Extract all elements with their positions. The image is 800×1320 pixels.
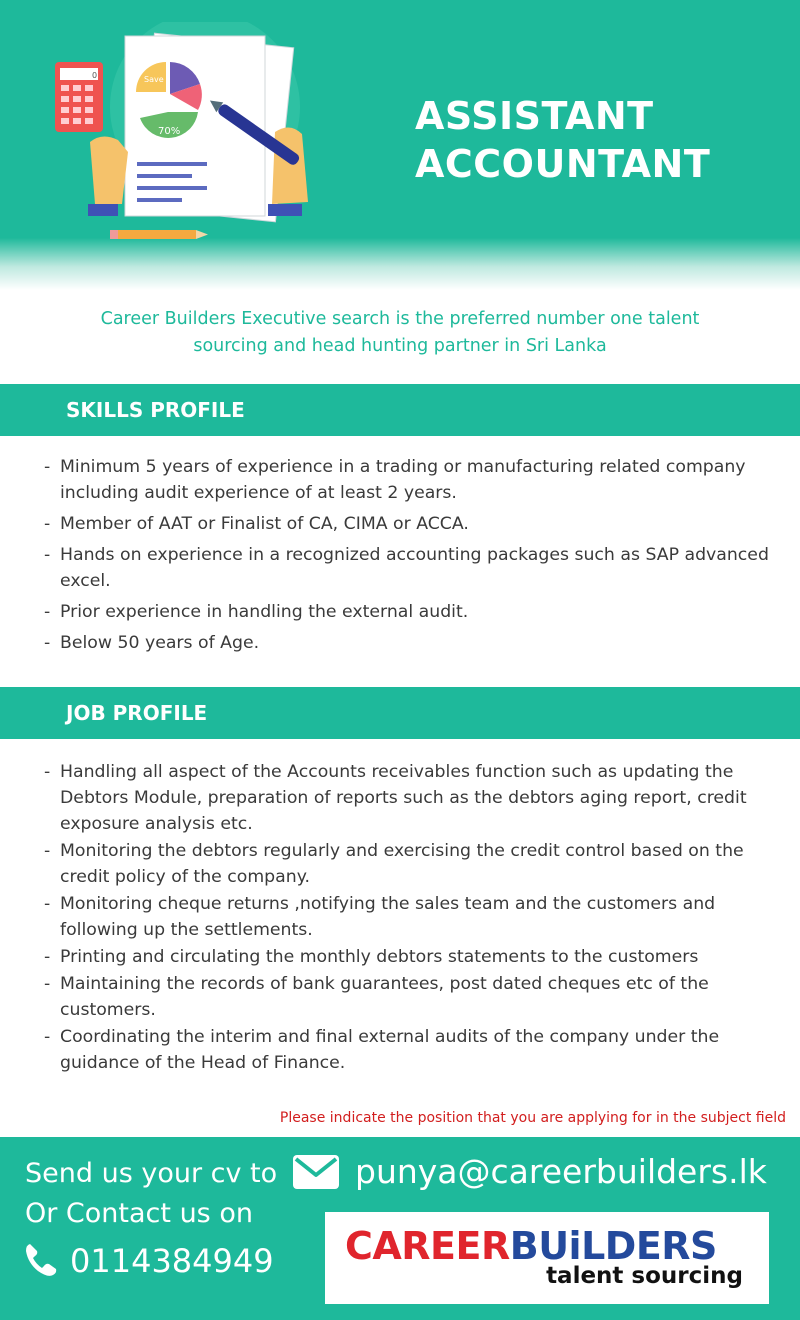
skills-list-item: - Member of AAT or Finalist of CA, CIMA or ACCA. [44,511,784,537]
contact-email-link[interactable]: punya@careerbuilders.lk [355,1152,767,1191]
job-list-item: - Monitoring cheque returns ,notifying the sales team and the customers and following up the settlements. [44,891,784,943]
logo-wordmark [345,1226,717,1266]
accounting-illustration [40,22,330,262]
logo-word-career: CAREER [345,1224,510,1268]
envelope-icon [292,1154,340,1190]
careerbuilders-logo [325,1212,769,1304]
tagline-line1: Career Builders Executive search is the preferred number one talent [100,309,700,329]
contact-phone-link[interactable]: 0114384949 [70,1242,274,1280]
send-cv-label: Send us your cv to [25,1158,278,1189]
skills-list [44,454,784,661]
contact-footer [0,1137,800,1320]
calculator-display: 0 [92,71,98,80]
job-title-line2: ACCOUNTANT [415,142,711,186]
skills-list-item: - Hands on experience in a recognized accounting packages such as SAP advanced excel. [44,542,784,594]
skills-list-item: - Minimum 5 years of experience in a trading or manufacturing related company including audit experience of at least 2 years. [44,454,784,506]
job-list-item: - Printing and circulating the monthly debtors statements to the customers [44,944,784,970]
pie-percent-label: 70% [158,126,181,137]
job-profile-heading: JOB PROFILE [66,701,208,725]
job-list-item: - Coordinating the interim and final external audits of the company under the guidance of the Head of Finance. [44,1024,784,1076]
job-list-item: - Handling all aspect of the Accounts receivables function such as updating the Debtors Module, preparation of reports such as the debtors aging report, credit exposure analysis etc. [44,759,784,837]
job-profile-header [0,687,800,739]
skills-list-item: - Prior experience in handling the external audit. [44,599,784,625]
hero-banner [0,0,800,290]
job-title [415,92,775,188]
skills-profile-header [0,384,800,436]
job-list [44,759,784,1077]
skills-profile-heading: SKILLS PROFILE [66,398,245,422]
logo-word-builders: BUiLDERS [509,1224,717,1268]
phone-icon [22,1241,60,1279]
job-list-item: - Monitoring the debtors regularly and exercising the credit control based on the credit policy of the company. [44,838,784,890]
job-title-line1: ASSISTANT [415,94,654,138]
logo-subtitle: talent sourcing [546,1263,743,1289]
tagline [0,306,800,360]
pie-save-label: Save [144,75,164,84]
job-list-item: - Maintaining the records of bank guarantees, post dated cheques etc of the customers. [44,971,784,1023]
tagline-line2: sourcing and head hunting partner in Sri Lanka [193,336,607,356]
subject-field-notice: Please indicate the position that you are applying for in the subject field [279,1110,786,1126]
skills-list-item: - Below 50 years of Age. [44,630,784,656]
contact-us-label: Or Contact us on [25,1198,253,1229]
